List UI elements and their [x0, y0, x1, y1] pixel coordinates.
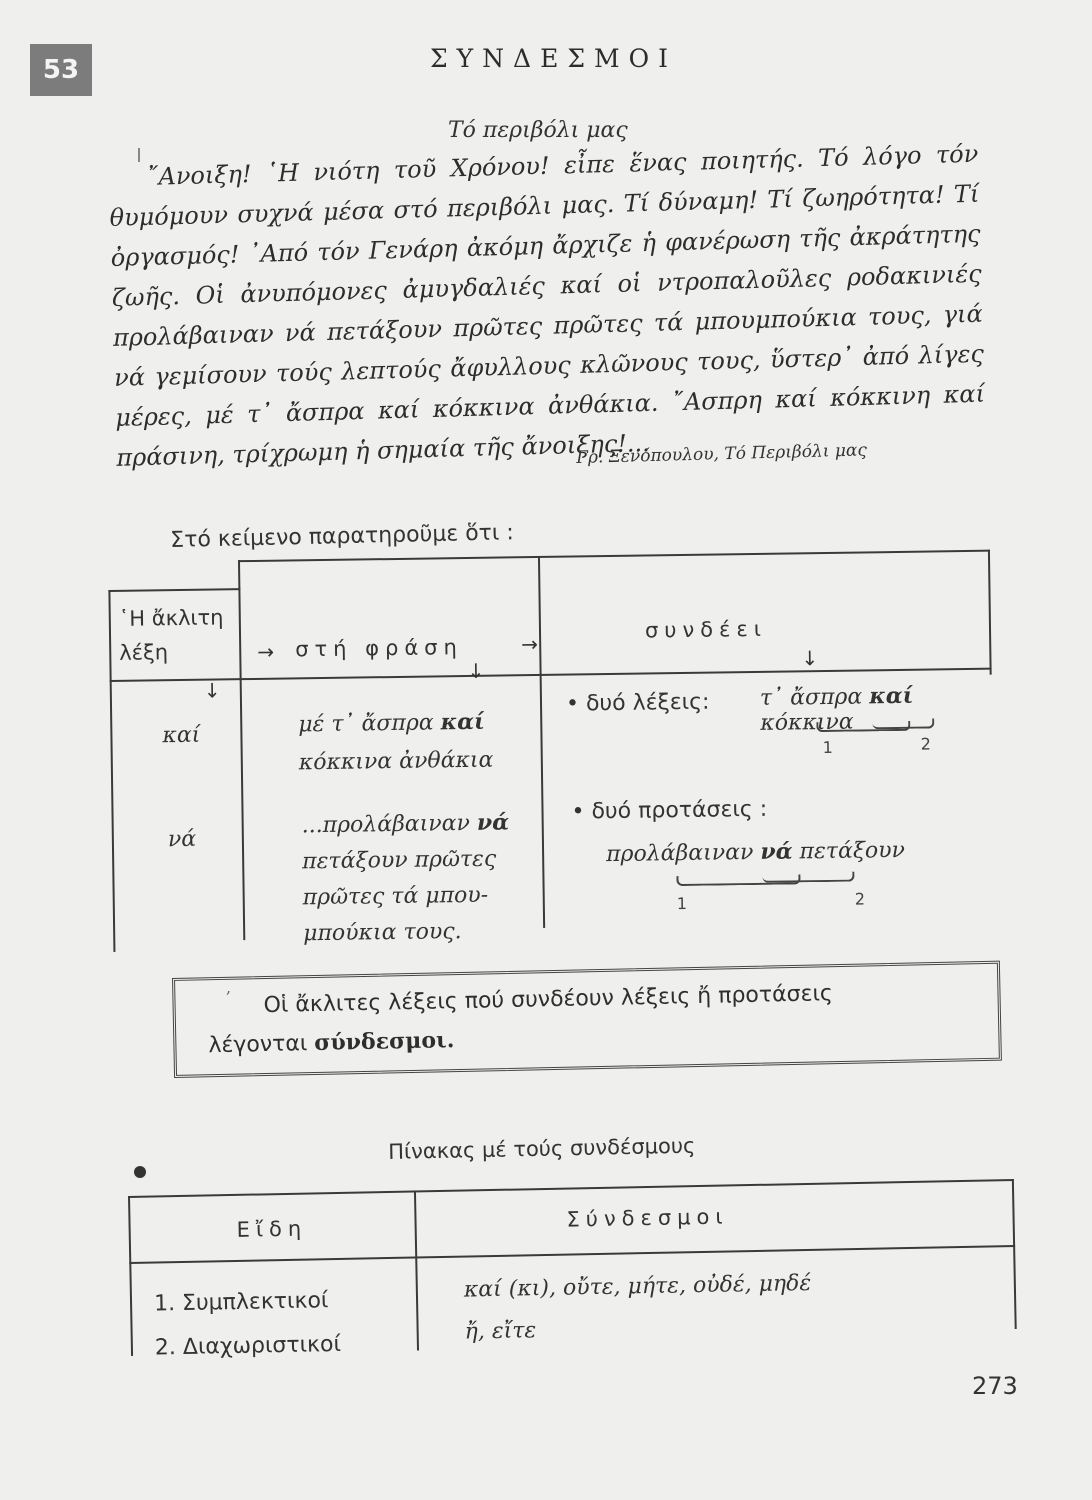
definition-box [172, 961, 1002, 1078]
row1-num-2: 2 [920, 734, 931, 754]
table-caption: Πίνακας μέ τούς συνδέσμους [388, 1133, 696, 1164]
row2-word: νά [167, 826, 197, 853]
arrow-right-icon: → [521, 632, 539, 657]
row2-phrase-line4: μπούκια τους. [303, 919, 462, 947]
arrow-down-icon: ↓ [801, 646, 819, 671]
header-in-phrase: στή φράση [295, 635, 463, 662]
row2-num-1: 1 [676, 893, 688, 914]
row2-phrase [301, 804, 539, 952]
row2-example-b: πετάξουν [792, 837, 906, 865]
row1-phrase-suffix: κόκκινα ἀνθάκια [298, 747, 494, 776]
table-right-line [1012, 1179, 1017, 1329]
row1-example-b: κόκκινα [760, 709, 854, 736]
table-row-1-kind: 1. Συμπλεκτικοί [153, 1288, 329, 1317]
table-row-2-conj: ἤ, εἴτε [464, 1318, 537, 1345]
row1-phrase-bold: καί [440, 708, 485, 736]
row1-example-a: τ᾿ ἄσπρα [759, 684, 870, 711]
chapter-title: ΣΥΝΔΕΣΜΟΙ [430, 44, 678, 73]
arrow-down-icon: ↓ [467, 658, 485, 683]
margin-mark: , [226, 978, 232, 997]
definition-line2 [208, 1027, 454, 1058]
reading-passage: ῎Ανοιξη! ῾Η νιότη τοῦ Χρόνου! εἶπε ἕνας ποιητής. Τό λόγο τόν θυμόμουν συχνά μέσα στό περιβόλι μας. Τί δύναμη! Τί ζωηρότητα! Τί ὀργασμός! ᾿Από τόν Γενάρη ἀκόμη ἄρχιζε ἡ φανέρωση τῆς ἀκράτητης ζωῆς. Οἱ ἀνυπόμονες ἀμυγδαλιές καί οἱ ντροπαλοῦλες ροδακινιές προλάβαιναν νά πετάξουν πρῶτες πρῶτες τά μπουμπούκια τους, γιά νά γεμίσουν τούς λεπτούς ἄφυλλους κλῶνους τους, ὕστερ᾿ ἀπό λίγες μέρες, μέ τ᾿ ἄσπρα καί κόκκινα ἀνθάκια. ῎Ασπρη καί κόκκινη καί πράσινη, τρίχρωμη ἡ σημαία τῆς ἄνοιξης!... [109, 139, 986, 472]
table-header-line [129, 1245, 1015, 1264]
table-row-2-kind: 2. Διαχωριστικοί [154, 1331, 342, 1361]
row2-phrase-bold: νά [476, 809, 510, 836]
observation-intro: Στό κείμενο παρατηροῦμε ὅτι : [170, 520, 515, 553]
analysis-table [108, 550, 1003, 954]
arrow-right-icon: → [257, 639, 275, 664]
page-number: 273 [972, 1372, 1018, 1400]
analysis-top-line [238, 550, 990, 562]
table-top-line [128, 1179, 1014, 1198]
table-col-divider [414, 1190, 419, 1350]
reading-title: Τό περιβόλι μας [448, 118, 628, 143]
row1-example-bold: καί [869, 682, 914, 710]
row2-example [606, 837, 905, 867]
definition-line1: Οἱ ἄκλιτες λέξεις πού συνδέουν λέξεις ἤ προτάσεις [263, 981, 834, 1019]
analysis-right-line [988, 550, 992, 675]
definition-line2-prefix: λέγονται [208, 1031, 315, 1059]
definition-term: σύνδεσμοι. [313, 1027, 455, 1057]
row2-connects-label: • δυό προτάσεις : [571, 796, 768, 825]
row2-phrase-line3: πρῶτες τά μπου- [302, 882, 489, 911]
analysis-col1-divider [238, 560, 245, 940]
table-header-conjunctions: Σύνδεσμοι [566, 1204, 729, 1232]
row1-num-1: 1 [822, 737, 833, 758]
row1-word: καί [162, 722, 201, 749]
row1-phrase-prefix: μέ τ᾿ ἄσπρα [298, 710, 441, 738]
arrow-down-icon: ↓ [203, 678, 221, 703]
conjunction-types-table [128, 1179, 1017, 1361]
analysis-col2-divider [538, 556, 545, 928]
row2-phrase-line2: πετάξουν πρῶτες [302, 846, 497, 875]
row1-connects-label: • δυό λέξεις: [565, 689, 710, 717]
table-header-kinds: Εἴδη [236, 1216, 308, 1242]
row2-num-2: 2 [854, 889, 866, 909]
analysis-left-line [108, 590, 115, 952]
row2-brace-2 [762, 872, 854, 883]
chapter-number-badge: 53 [30, 44, 92, 96]
row2-phrase-prefix: ...προλάβαιναν [301, 810, 478, 839]
row2-example-a: προλάβαιναν [605, 839, 761, 868]
header-connects: συνδέει [644, 616, 768, 643]
table-left-line [128, 1196, 133, 1356]
table-row-1-conj: καί (κι), οὔτε, μήτε, οὐδέ, μηδέ [463, 1270, 812, 1303]
row1-phrase [298, 702, 529, 782]
bullet-icon [134, 1166, 146, 1178]
analysis-header-line-3 [240, 668, 992, 680]
analysis-header-line-2 [110, 678, 242, 682]
row1-brace-2 [872, 718, 934, 729]
header-inflexible-word: ῾Η ἄκλιτη λέξη [118, 605, 224, 665]
reading-source: Γρ. Ξενόπουλου, Τό Περιβόλι μας [576, 440, 868, 468]
row2-example-bold: νά [760, 838, 793, 865]
analysis-header-line-1 [108, 588, 240, 592]
